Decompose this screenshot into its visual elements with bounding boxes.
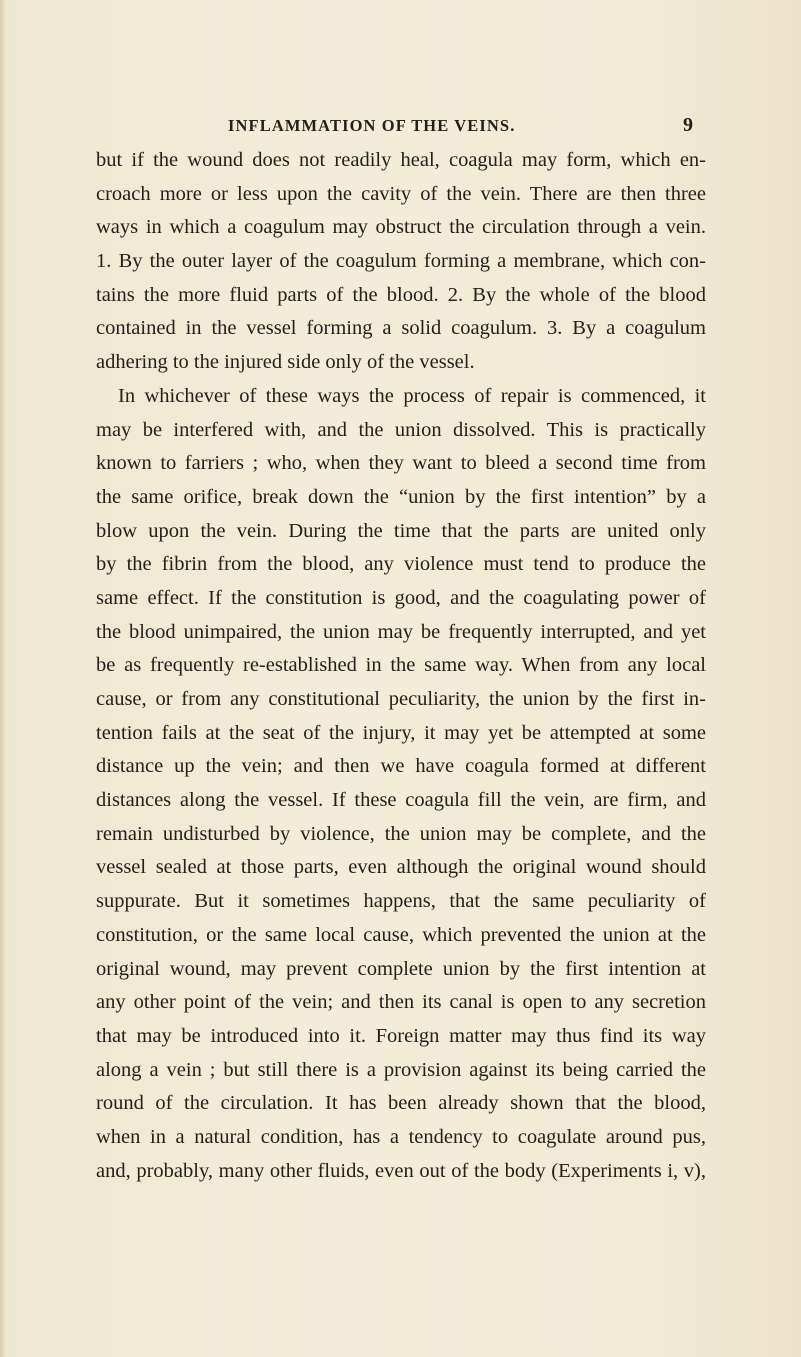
text-line: and, probably, many other fluids, even out of the body (Experiments i, v),: [96, 1159, 706, 1182]
text-line: may be interfered with, and the union dissolved. This is practically: [96, 418, 706, 441]
text-line: tains the more fluid parts of the blood. 2. By the whole of the blood: [96, 283, 706, 306]
text-line: adhering to the injured side only of the vessel.: [96, 351, 475, 374]
text-line: contained in the vessel forming a solid coagulum. 3. By a coagulum: [96, 317, 706, 340]
page-edge-shadow: [0, 0, 6, 1357]
text-line: same effect. If the constitution is good, and the coagulating power of: [96, 586, 706, 609]
running-head: INFLAMMATION OF THE VEINS.: [228, 116, 516, 135]
text-line: distances along the vessel. If these coagula fill the vein, are firm, and: [96, 789, 706, 812]
text-line: distance up the vein; and then we have coagula formed at different: [96, 755, 706, 778]
text-line: constitution, or the same local cause, which prevented the union at the: [96, 923, 706, 946]
text-line: that may be introduced into it. Foreign matter may thus find its way: [96, 1024, 706, 1047]
text-line: In whichever of these ways the process of repair is commenced, it: [118, 384, 706, 407]
body-text: [96, 144, 706, 1188]
text-line: blow upon the vein. During the time that the parts are united only: [96, 519, 706, 542]
text-line: by the fibrin from the blood, any violence must tend to produce the: [96, 553, 706, 576]
text-line: cause, or from any constitutional peculiarity, the union by the first in-: [96, 688, 706, 710]
text-line: when in a natural condition, has a tendency to coagulate around pus,: [96, 1125, 706, 1148]
text-line: the same orifice, break down the “union by the first intention” by a: [96, 485, 706, 508]
text-line: known to farriers ; who, when they want to bleed a second time from: [96, 452, 706, 475]
text-line: along a vein ; but still there is a provision against its being carried the: [96, 1058, 706, 1081]
text-line: be as frequently re-established in the same way. When from any local: [96, 654, 706, 677]
text-line: but if the wound does not readily heal, coagula may form, which en-: [96, 149, 706, 171]
text-line: original wound, may prevent complete union by the first intention at: [96, 957, 706, 980]
text-line: tention fails at the seat of the injury, it may yet be attempted at some: [96, 721, 706, 744]
text-line: suppurate. But it sometimes happens, that the same peculiarity of: [96, 890, 706, 913]
page-number: 9: [683, 114, 693, 136]
page-header: [0, 116, 801, 140]
text-line: ways in which a coagulum may obstruct the circulation through a vein.: [96, 216, 706, 239]
text-line: croach more or less upon the cavity of the vein. There are then three: [96, 182, 706, 205]
text-line: vessel sealed at those parts, even although the original wound should: [96, 856, 706, 879]
text-line: remain undisturbed by violence, the union may be complete, and the: [96, 822, 706, 845]
text-line: the blood unimpaired, the union may be frequently interrupted, and yet: [96, 620, 706, 643]
text-line: any other point of the vein; and then its canal is open to any secretion: [96, 991, 706, 1014]
text-line: 1. By the outer layer of the coagulum forming a membrane, which con-: [96, 250, 706, 273]
text-line: round of the circulation. It has been already shown that the blood,: [96, 1092, 706, 1115]
